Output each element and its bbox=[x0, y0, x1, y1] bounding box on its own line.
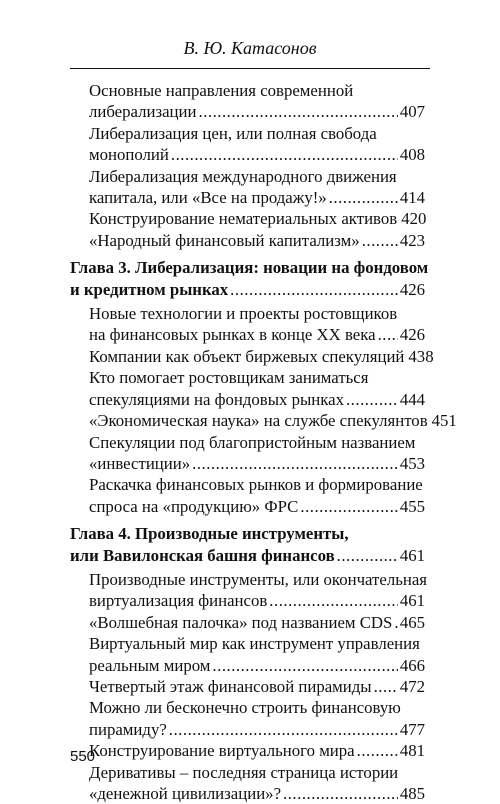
running-head: В. Ю. Катасонов bbox=[183, 38, 317, 58]
toc-entry-line bbox=[70, 545, 425, 566]
toc-page-number: 420 bbox=[401, 209, 427, 229]
toc-section-entry bbox=[89, 166, 425, 209]
dot-leader bbox=[283, 783, 398, 804]
toc-section-entry bbox=[89, 762, 425, 804]
toc-entry-line bbox=[89, 719, 425, 740]
toc-entry-title: Спекуляции под благопристойным названием bbox=[89, 432, 416, 452]
dot-leader bbox=[337, 545, 398, 566]
toc-entry-title: виртуализация финансов bbox=[89, 591, 268, 611]
header-rule bbox=[70, 68, 430, 69]
toc-entry-line bbox=[89, 324, 425, 345]
dot-leader bbox=[362, 230, 398, 251]
toc-chapter-entry bbox=[70, 523, 425, 566]
dot-leader bbox=[394, 612, 397, 633]
toc-section-entry bbox=[89, 740, 425, 761]
toc-section-entry bbox=[89, 230, 425, 251]
toc-entry-line bbox=[89, 432, 425, 453]
toc-section-entry bbox=[89, 432, 425, 475]
toc-section-entry bbox=[89, 612, 425, 633]
dot-leader bbox=[357, 740, 398, 761]
toc-entry-line bbox=[89, 367, 425, 388]
dot-leader bbox=[171, 144, 398, 165]
toc-entry-line bbox=[89, 697, 425, 718]
toc-entry-line bbox=[89, 101, 425, 122]
toc-entry-line bbox=[89, 80, 425, 101]
toc-entry-title: или Вавилонская башня финансов bbox=[70, 545, 335, 565]
toc-entry-line bbox=[89, 783, 425, 804]
toc-page-number: 461 bbox=[399, 545, 425, 565]
toc-entry-title: реальным миром bbox=[89, 655, 211, 675]
toc-entry-line bbox=[89, 187, 425, 208]
table-of-contents bbox=[70, 80, 457, 804]
toc-page-number: 451 bbox=[431, 411, 457, 431]
toc-page-number: 453 bbox=[399, 453, 425, 473]
toc-entry-line bbox=[89, 496, 425, 517]
toc-page-number: 426 bbox=[399, 279, 425, 299]
toc-entry-line bbox=[89, 166, 425, 187]
toc-section-entry bbox=[89, 410, 457, 431]
dot-leader bbox=[230, 279, 398, 300]
dot-leader bbox=[192, 453, 398, 474]
toc-entry-title: Деривативы – последняя страница истории bbox=[89, 762, 399, 782]
toc-entry-title: «Волшебная палочка» под названием CDS bbox=[89, 612, 393, 632]
toc-entry-title: «Народный финансовый капитализм» bbox=[89, 230, 360, 250]
dot-leader bbox=[329, 187, 398, 208]
dot-leader bbox=[378, 324, 398, 345]
toc-entry-title: Либерализация цен, или полная свобода bbox=[89, 123, 377, 143]
toc-entry-line bbox=[89, 676, 425, 697]
toc-entry-title: Основные направления современной bbox=[89, 81, 354, 100]
toc-section-entry bbox=[89, 303, 425, 346]
page-number: 550 bbox=[70, 748, 96, 765]
toc-section-entry bbox=[89, 697, 425, 740]
toc-entry-line bbox=[70, 523, 425, 544]
toc-entry-title: пирамиду? bbox=[89, 719, 167, 739]
toc-entry-line bbox=[89, 346, 434, 367]
toc-entry-line bbox=[89, 208, 425, 229]
toc-entry-title: на финансовых рынках в конце ХХ века bbox=[89, 325, 376, 345]
toc-entry-title: капитала, или «Все на продажу!» bbox=[89, 188, 327, 208]
toc-entry-title: Либерализация международного движения bbox=[89, 166, 397, 186]
toc-entry-title: спроса на «продукцию» ФРС bbox=[89, 496, 299, 516]
toc-entry-line bbox=[89, 655, 425, 676]
toc-page-number: 426 bbox=[399, 325, 425, 345]
toc-entry-title: Конструирование нематериальных активов bbox=[89, 209, 398, 229]
toc-section-entry bbox=[89, 346, 434, 367]
toc-entry-line bbox=[89, 633, 425, 654]
toc-page-number: 408 bbox=[399, 145, 425, 165]
toc-entry-title: либерализации bbox=[89, 102, 197, 122]
toc-section-entry bbox=[89, 676, 425, 697]
toc-page-number: 477 bbox=[399, 719, 425, 739]
toc-page-number: 423 bbox=[399, 230, 425, 250]
toc-entry-title: монополий bbox=[89, 145, 169, 165]
toc-entry-title: Четвертый этаж финансовой пирамиды bbox=[89, 676, 372, 696]
toc-section-entry bbox=[89, 633, 425, 676]
toc-entry-title: Компании как объект биржевых спекуляций bbox=[89, 346, 405, 366]
toc-entry-title: Виртуальный мир как инструмент управления bbox=[89, 634, 420, 654]
toc-entry-line bbox=[89, 569, 428, 590]
toc-entry-line bbox=[89, 230, 425, 251]
toc-section-entry bbox=[89, 367, 425, 410]
toc-entry-title: Производные инструменты, или окончательная bbox=[89, 569, 428, 589]
dot-leader bbox=[346, 389, 398, 410]
toc-page-number: 438 bbox=[408, 346, 434, 366]
toc-entry-line bbox=[70, 279, 425, 300]
toc-page-number: 407 bbox=[399, 102, 425, 122]
dot-leader bbox=[374, 676, 398, 697]
toc-section-entry bbox=[89, 208, 425, 229]
dot-leader bbox=[269, 590, 398, 611]
dot-leader bbox=[212, 655, 397, 676]
toc-section-entry bbox=[89, 123, 425, 166]
toc-chapter-entry bbox=[70, 257, 429, 300]
toc-page-number: 465 bbox=[399, 612, 425, 632]
toc-entry-title: Новые технологии и проекты ростовщиков bbox=[89, 304, 398, 324]
dot-leader bbox=[169, 719, 398, 740]
toc-entry-title: и кредитном рынках bbox=[70, 279, 229, 299]
toc-section-entry bbox=[89, 474, 425, 517]
toc-entry-line bbox=[70, 257, 429, 278]
dot-leader bbox=[198, 101, 397, 122]
toc-entry-title: Глава 3. Либерализация: новации на фондовом bbox=[70, 258, 429, 278]
toc-page-number: 485 bbox=[399, 784, 425, 803]
toc-entry-line bbox=[89, 303, 425, 324]
toc-section-entry bbox=[89, 569, 428, 612]
toc-entry-title: Кто помогает ростовщикам заниматься bbox=[89, 368, 369, 388]
toc-entry-title: Глава 4. Производные инструменты, bbox=[70, 524, 349, 544]
toc-entry-line bbox=[89, 612, 425, 633]
toc-page-number: 481 bbox=[399, 741, 425, 761]
toc-entry-line bbox=[89, 389, 425, 410]
toc-page-number: 472 bbox=[399, 676, 425, 696]
toc-entry-title: «денежной цивилизации»? bbox=[89, 784, 282, 803]
toc-entry-title: Конструирование виртуального мира bbox=[89, 741, 355, 761]
toc-entry-line bbox=[89, 144, 425, 165]
toc-entry-title: Раскачка финансовых рынков и формирование bbox=[89, 475, 423, 495]
toc-entry-line bbox=[89, 740, 425, 761]
toc-page-number: 455 bbox=[399, 496, 425, 516]
toc-entry-line bbox=[89, 410, 457, 431]
toc-entry-title: Можно ли бесконечно строить финансовую bbox=[89, 698, 401, 718]
toc-entry-line bbox=[89, 453, 425, 474]
toc-entry-line bbox=[89, 762, 425, 783]
toc-page-number: 466 bbox=[399, 655, 425, 675]
toc-entry-title: спекуляциями на фондовых рынках bbox=[89, 389, 344, 409]
toc-page-number: 461 bbox=[399, 591, 425, 611]
toc-entry-line bbox=[89, 590, 425, 611]
toc-page-number: 414 bbox=[399, 188, 425, 208]
toc-entry-line bbox=[89, 123, 425, 144]
toc-entry-title: «Экономическая наука» на службе спекулянтов bbox=[89, 411, 428, 431]
toc-page-number: 444 bbox=[399, 389, 425, 409]
toc-entry-line bbox=[89, 474, 425, 495]
toc-section-entry bbox=[89, 80, 425, 123]
toc-entry-title: «инвестиции» bbox=[89, 453, 191, 473]
dot-leader bbox=[300, 496, 397, 517]
